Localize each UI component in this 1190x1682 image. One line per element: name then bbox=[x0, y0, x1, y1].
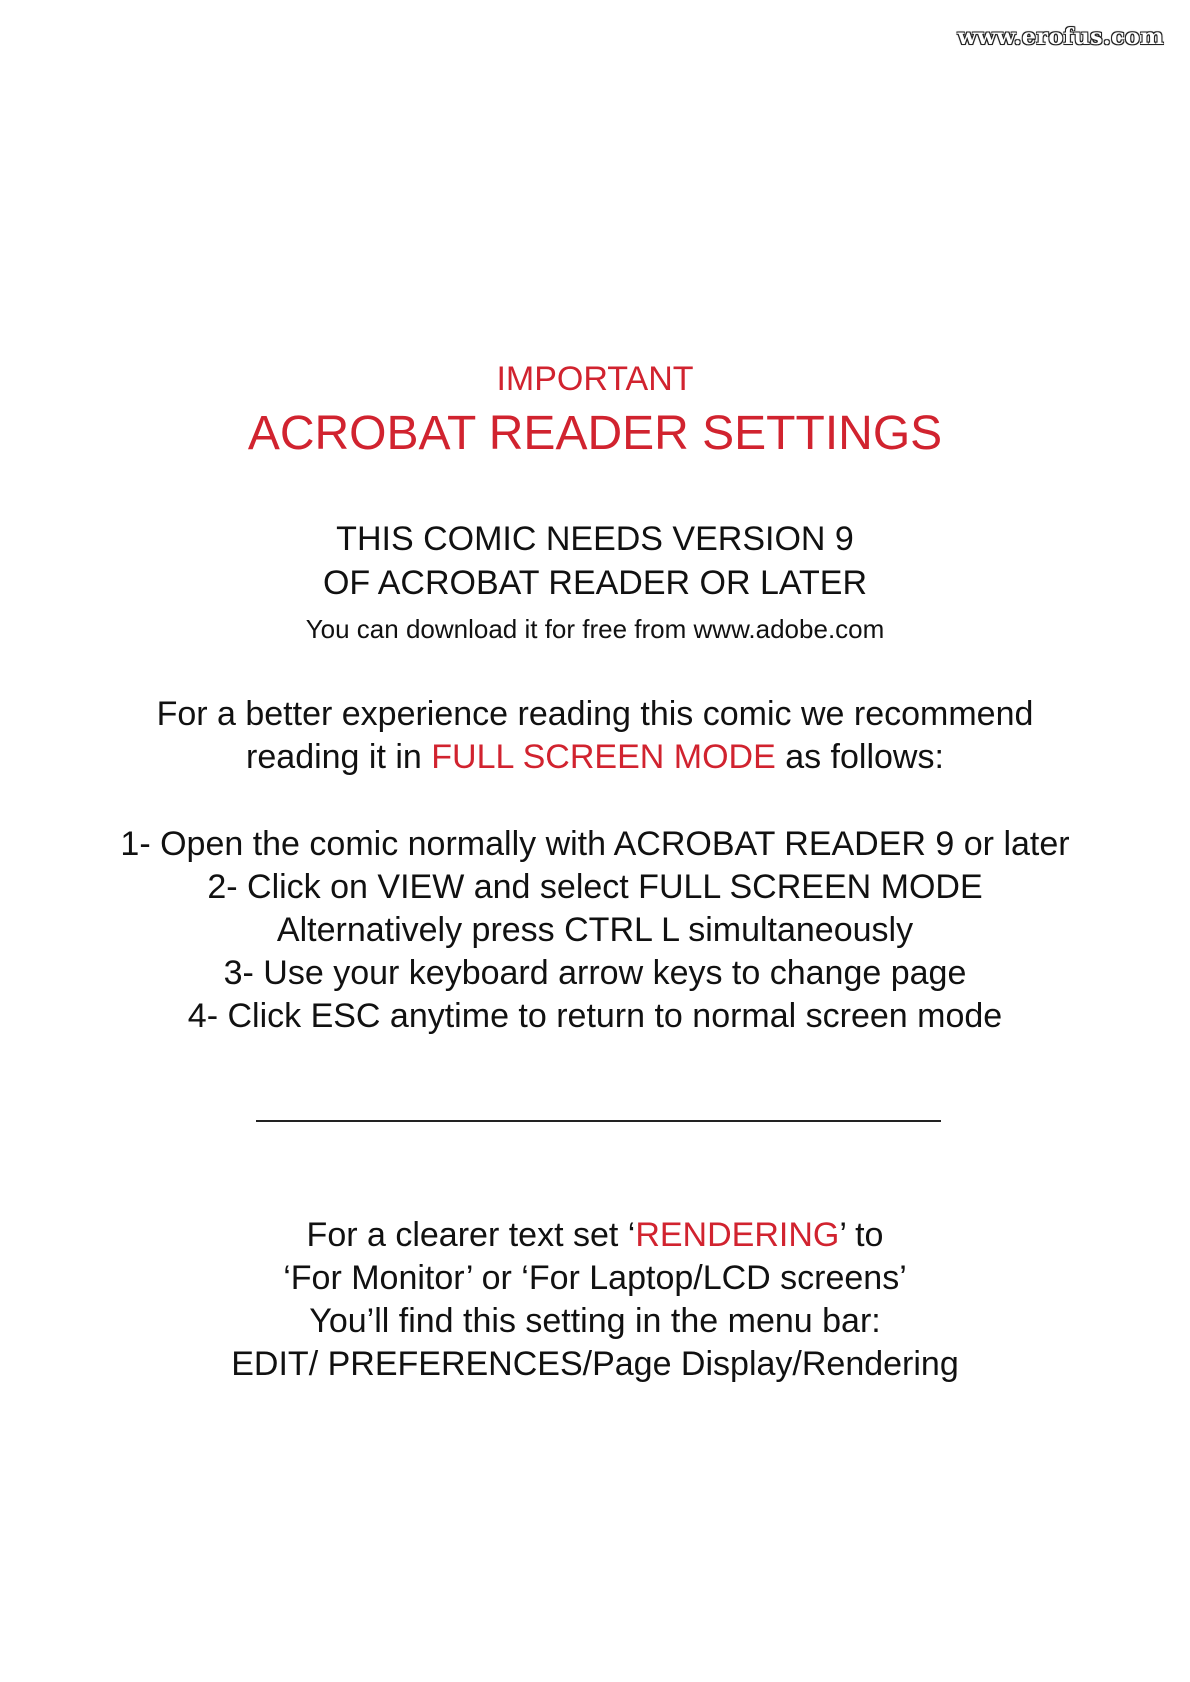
full-screen-mode-highlight: FULL SCREEN MODE bbox=[431, 738, 776, 776]
watermark-logo: www.erofus.com bbox=[957, 24, 1164, 50]
step-3: 3- Use your keyboard arrow keys to change page bbox=[223, 954, 967, 992]
rendering-line-4: EDIT/ PREFERENCES/Page Display/Rendering bbox=[231, 1345, 959, 1383]
step-2: 2- Click on VIEW and select FULL SCREEN MODE bbox=[207, 868, 983, 906]
rendering-highlight: RENDERING bbox=[635, 1216, 840, 1254]
recommendation-prefix: reading it in bbox=[246, 738, 432, 776]
step-1: 1- Open the comic normally with ACROBAT READER 9 or later bbox=[120, 825, 1070, 863]
rendering-line-1 bbox=[0, 1218, 1190, 1252]
rendering-line-2: ‘For Monitor’ or ‘For Laptop/LCD screens’ bbox=[283, 1259, 907, 1297]
page-title: ACROBAT READER SETTINGS bbox=[247, 407, 943, 460]
version-requirement-line-1: THIS COMIC NEEDS VERSION 9 bbox=[336, 520, 854, 558]
rendering-suffix: ’ to bbox=[839, 1216, 884, 1254]
divider-line bbox=[256, 1120, 941, 1122]
important-label: IMPORTANT bbox=[496, 360, 694, 398]
version-requirement-line-2: OF ACROBAT READER OR LATER bbox=[322, 564, 868, 602]
step-4: 4- Click ESC anytime to return to normal screen mode bbox=[187, 997, 1003, 1035]
rendering-prefix: For a clearer text set ‘ bbox=[306, 1216, 636, 1254]
recommendation-line-2 bbox=[0, 740, 1190, 774]
step-2-alternative: Alternatively press CTRL L simultaneously bbox=[276, 911, 914, 949]
download-note: You can download it for free from www.adobe.com bbox=[305, 614, 885, 644]
rendering-line-3: You’ll find this setting in the menu bar: bbox=[309, 1302, 881, 1340]
recommendation-line-1: For a better experience reading this comic we recommend bbox=[156, 695, 1034, 733]
recommendation-suffix: as follows: bbox=[775, 738, 944, 776]
